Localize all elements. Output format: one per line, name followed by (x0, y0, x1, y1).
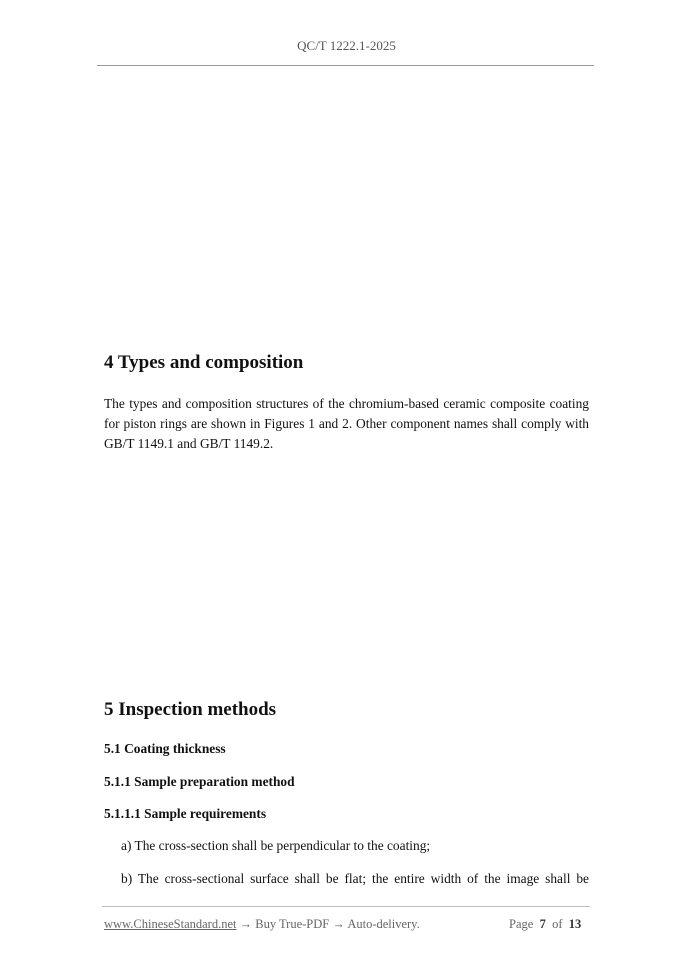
list-item-b: b) The cross-sectional surface shall be flat; the entire width of the image shall be (121, 871, 589, 886)
page-header-standard-code: QC/T 1222.1-2025 (297, 38, 396, 53)
page-current: 7 (539, 917, 546, 931)
page-total: 13 (568, 917, 582, 931)
arrow-right-icon: → (239, 917, 253, 931)
buy-true-pdf-link[interactable]: Buy True-PDF (255, 917, 330, 931)
subsection-5-1-1-heading: 5.1.1 Sample preparation method (104, 774, 295, 789)
page-number (509, 917, 581, 932)
section-4-heading: 4 Types and composition (104, 352, 304, 373)
subsection-5-1-heading: 5.1 Coating thickness (104, 741, 226, 756)
auto-delivery-text: Auto-delivery. (347, 917, 420, 931)
list-item-a: a) The cross-section shall be perpendicular to the coating; (121, 838, 431, 853)
page-label: Page (509, 917, 534, 931)
arrow-right-icon: → (332, 917, 345, 931)
header-divider (97, 65, 594, 66)
footer-promo (104, 917, 420, 932)
section-5-heading: 5 Inspection methods (104, 699, 277, 720)
subsection-5-1-1-1-heading: 5.1.1.1 Sample requirements (104, 806, 267, 821)
of-label: of (552, 917, 563, 931)
section-4-paragraph: The types and composition structures of the chromium-based ceramic composite coating for piston rings are shown in Figures 1 and 2. Other component names shall comply with GB/T 1149.1 and GB/T 1149.2. (104, 396, 589, 451)
footer-divider (102, 906, 590, 907)
site-link[interactable]: www.ChineseStandard.net (104, 917, 237, 931)
